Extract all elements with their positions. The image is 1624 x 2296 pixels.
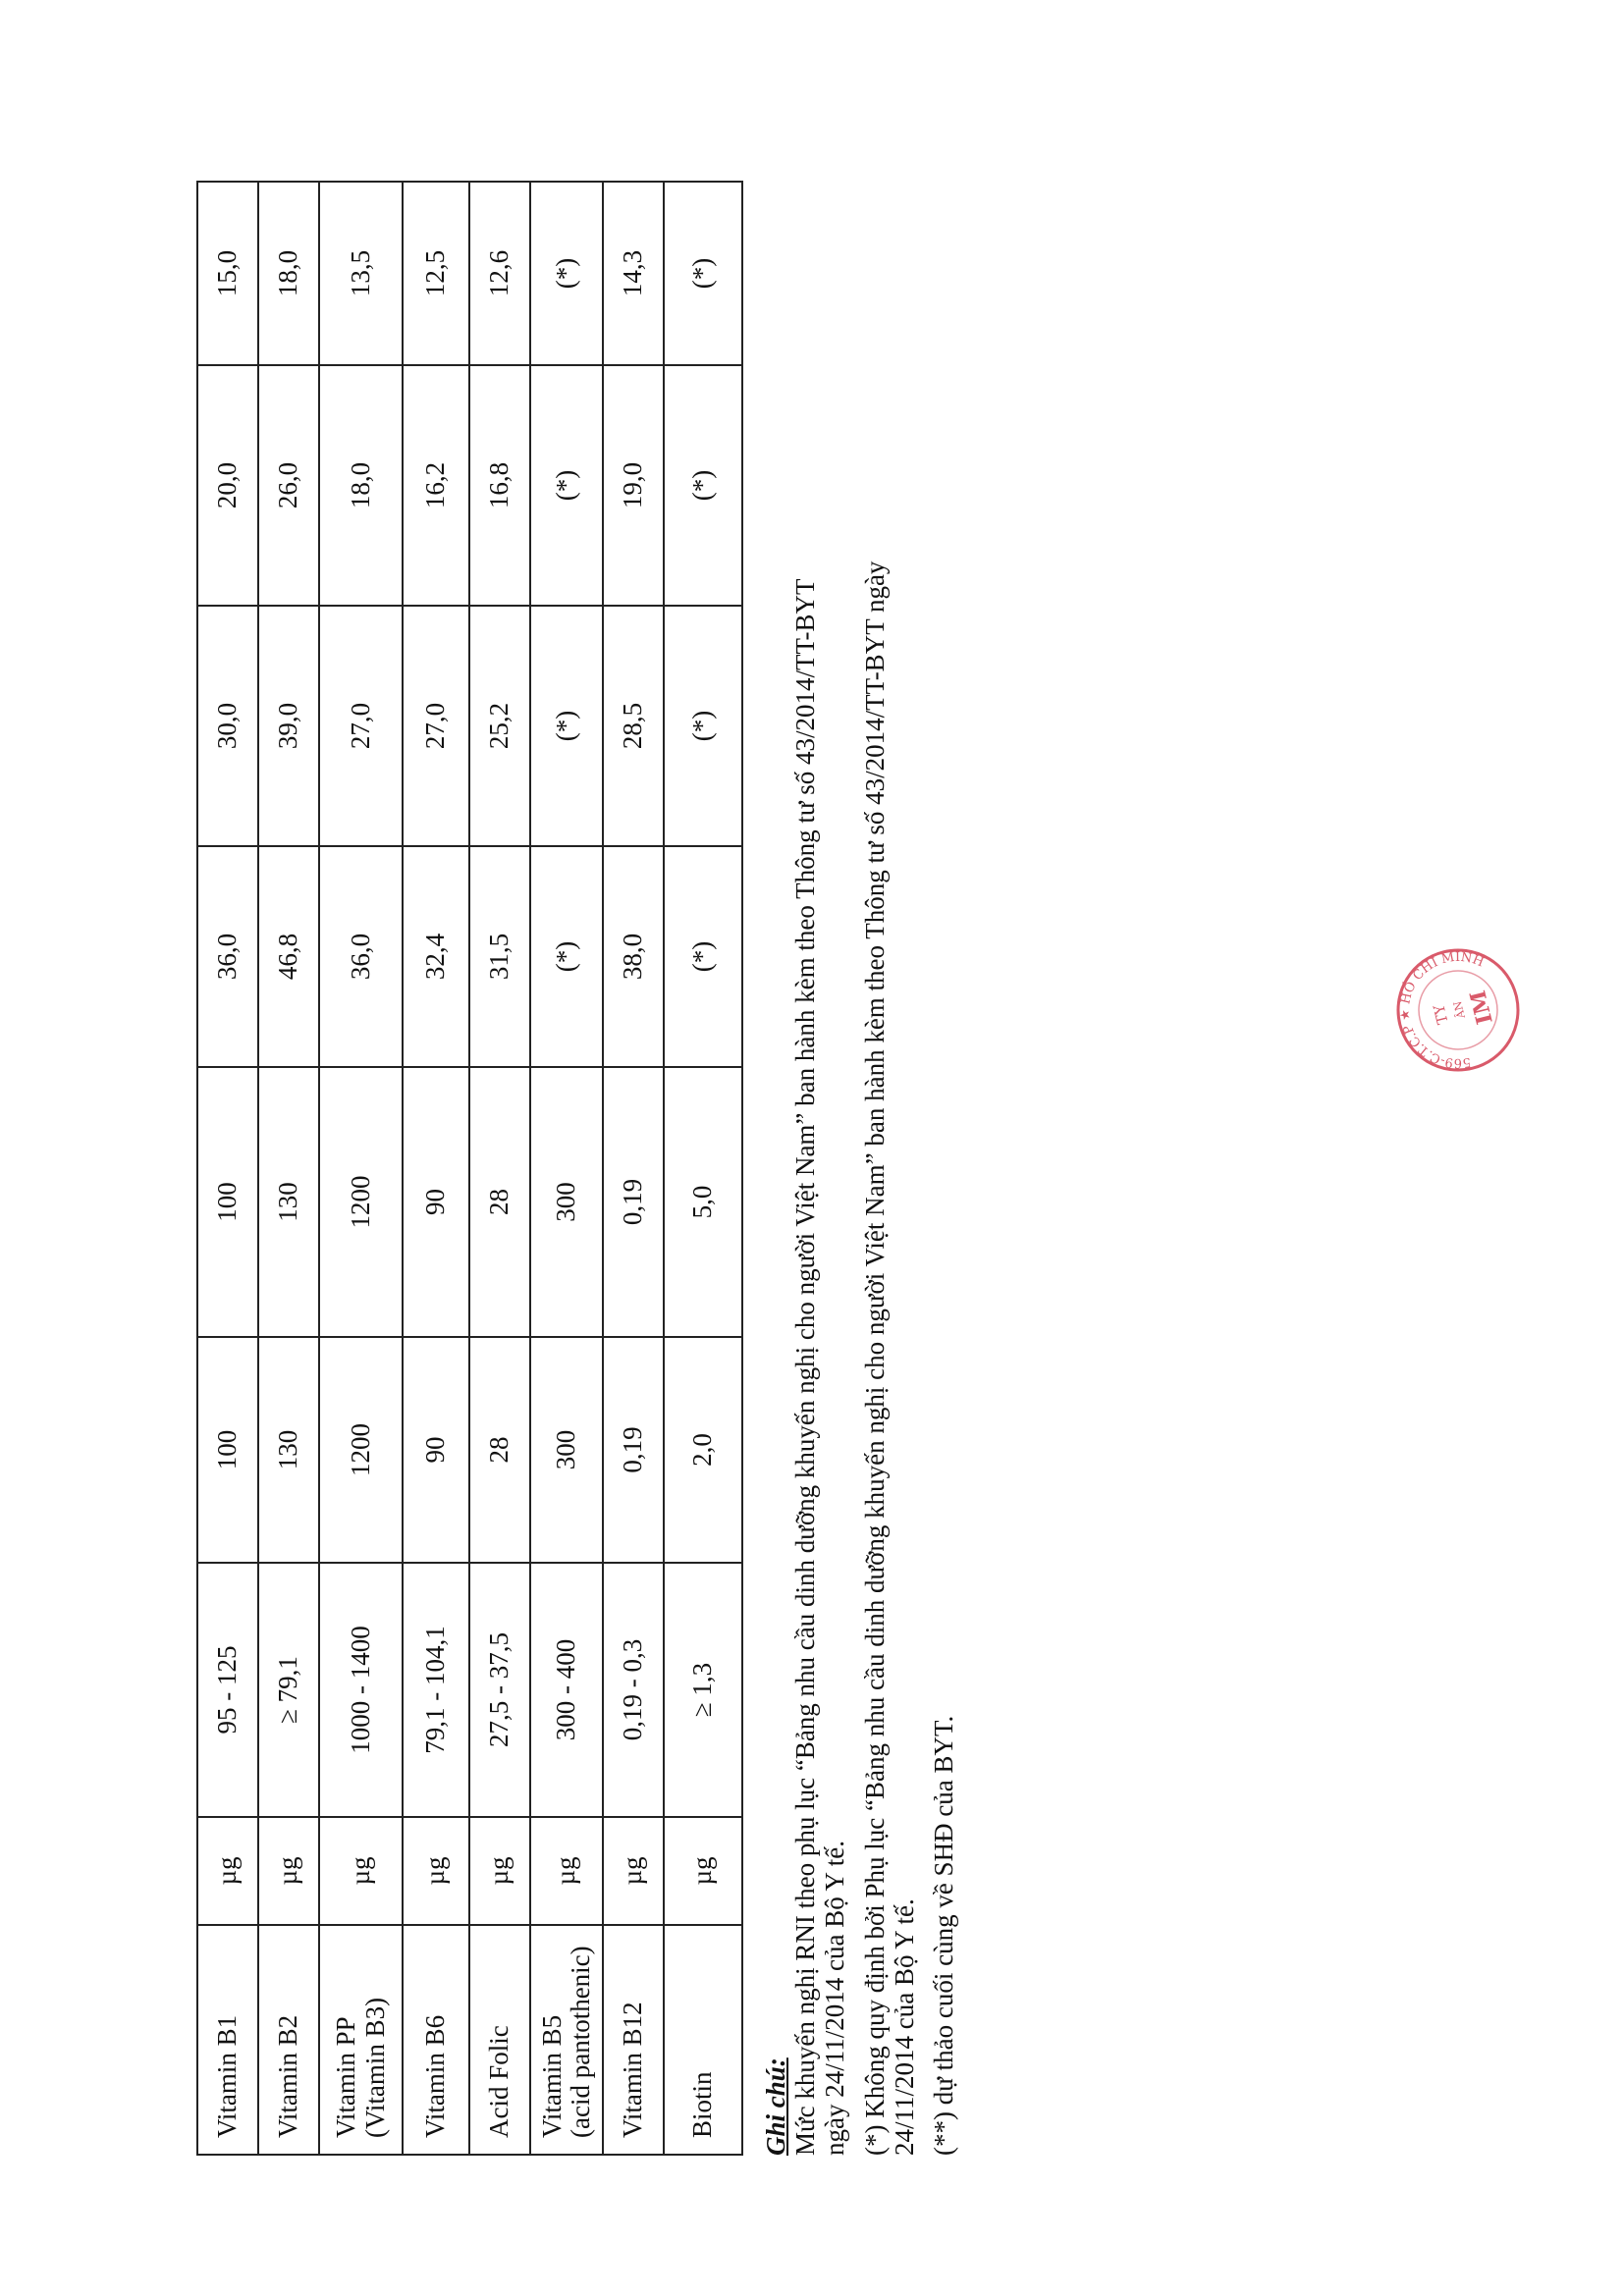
- table-row: [530, 182, 603, 2155]
- value-cell: 1200: [319, 1337, 403, 1563]
- nutrient-name: [319, 1925, 403, 2155]
- nutrient-table: [196, 181, 743, 2156]
- unit-cell: µg: [258, 1817, 319, 1925]
- nutrient-name: Vitamin B6: [403, 1925, 469, 2155]
- value-cell: 39,0: [258, 606, 319, 846]
- stamp-center-text2: ÂN: [1451, 999, 1468, 1020]
- value-cell: 12,6: [469, 182, 530, 365]
- value-cell: 12,5: [403, 182, 469, 365]
- value-cell: 300: [530, 1337, 603, 1563]
- value-cell: 2,0: [664, 1337, 742, 1563]
- unit-cell: µg: [197, 1817, 258, 1925]
- rni-range-cell: 79,1 - 104,1: [403, 1563, 469, 1817]
- value-cell: 16,8: [469, 365, 530, 606]
- unit-cell: µg: [530, 1817, 603, 1925]
- value-cell: 27,0: [403, 606, 469, 846]
- value-cell: (*): [664, 182, 742, 365]
- value-cell: (*): [530, 182, 603, 365]
- value-cell: 300: [530, 1067, 603, 1337]
- value-cell: 5,0: [664, 1067, 742, 1337]
- value-cell: 28,5: [603, 606, 664, 846]
- value-cell: (*): [664, 365, 742, 606]
- nutrient-name: Acid Folic: [469, 1925, 530, 2155]
- value-cell: 18,0: [319, 365, 403, 606]
- note-asterisk: (*) Không quy định bởi Phụ lục “Bảng nhu cầu dinh dưỡng khuyến nghị cho người Việt Nam” ban hành kèm theo Thông tư số 43/2014/TT-BYT ngày: [859, 561, 890, 2156]
- value-cell: 130: [258, 1067, 319, 1337]
- rni-range-cell: 0,19 - 0,3: [603, 1563, 664, 1817]
- nutrient-name: Biotin: [664, 1925, 742, 2155]
- value-cell: (*): [664, 606, 742, 846]
- table-row: [403, 182, 469, 2155]
- value-cell: 0,19: [603, 1337, 664, 1563]
- value-cell: 130: [258, 1337, 319, 1563]
- value-cell: 30,0: [197, 606, 258, 846]
- value-cell: 31,5: [469, 846, 530, 1067]
- notes-title: Ghi chú:: [761, 2057, 790, 2156]
- value-cell: 18,0: [258, 182, 319, 365]
- nutrient-name: Vitamin B2: [258, 1925, 319, 2155]
- value-cell: 16,2: [403, 365, 469, 606]
- value-cell: 28: [469, 1337, 530, 1563]
- value-cell: (*): [530, 365, 603, 606]
- footnotes: [761, 114, 958, 2156]
- rni-range-cell: 300 - 400: [530, 1563, 603, 1817]
- note-asterisk-date: 24/11/2014 của Bộ Y tế.: [889, 1898, 919, 2156]
- value-cell: 32,4: [403, 846, 469, 1067]
- nutrient-name-line2: (Vitamin B3): [359, 1997, 390, 2138]
- value-cell: 0,19: [603, 1067, 664, 1337]
- table-row: [664, 182, 742, 2155]
- nutrient-name-line2: (acid pantothenic): [566, 1946, 595, 2138]
- stamp-ring-text: 569-C.T.C.P ★ HỒ CHÍ MINH: [1397, 949, 1487, 1071]
- value-cell: 38,0: [603, 846, 664, 1067]
- value-cell: (*): [664, 846, 742, 1067]
- value-cell: 28: [469, 1067, 530, 1337]
- value-cell: 27,0: [319, 606, 403, 846]
- note-rni-date: ngày 24/11/2014 của Bộ Y tế.: [820, 1841, 850, 2156]
- value-cell: 46,8: [258, 846, 319, 1067]
- nutrient-name: [530, 1925, 603, 2155]
- unit-cell: µg: [664, 1817, 742, 1925]
- value-cell: (*): [530, 606, 603, 846]
- table-row: [603, 182, 664, 2155]
- rni-range-cell: ≥ 79,1: [258, 1563, 319, 1817]
- nutrient-name: Vitamin B1: [197, 1925, 258, 2155]
- value-cell: 14,3: [603, 182, 664, 365]
- value-cell: 20,0: [197, 365, 258, 606]
- nutrient-name-line1: Vitamin PP: [331, 2016, 361, 2138]
- value-cell: 36,0: [197, 846, 258, 1067]
- table-row: [197, 182, 258, 2155]
- rni-range-cell: 27,5 - 37,5: [469, 1563, 530, 1817]
- value-cell: (*): [530, 846, 603, 1067]
- value-cell: 1200: [319, 1067, 403, 1337]
- nutrient-name: Vitamin B12: [603, 1925, 664, 2155]
- value-cell: 13,5: [319, 182, 403, 365]
- value-cell: 90: [403, 1067, 469, 1337]
- nutrient-name-line1: Vitamin B5: [536, 2014, 567, 2138]
- value-cell: 15,0: [197, 182, 258, 365]
- value-cell: 90: [403, 1337, 469, 1563]
- table-row: [319, 182, 403, 2155]
- unit-cell: µg: [603, 1817, 664, 1925]
- value-cell: 26,0: [258, 365, 319, 606]
- value-cell: 25,2: [469, 606, 530, 846]
- rni-range-cell: 1000 - 1400: [319, 1563, 403, 1817]
- unit-cell: µg: [319, 1817, 403, 1925]
- value-cell: 100: [197, 1067, 258, 1337]
- table-row: [258, 182, 319, 2155]
- table-row: [469, 182, 530, 2155]
- note-rni: Mức khuyến nghị RNI theo phụ lục “Bảng nhu cầu dinh dưỡng khuyến nghị cho người Việt Nam” ban hành kèm theo Thông tư số 43/2014/TT-BYT: [790, 578, 821, 2156]
- rni-range-cell: 95 - 125: [197, 1563, 258, 1817]
- value-cell: 36,0: [319, 846, 403, 1067]
- stamp-center-text: TY: [1430, 1002, 1452, 1027]
- value-cell: 100: [197, 1337, 258, 1563]
- note-double-asterisk: (**) dự thảo cuối cùng về SHĐ của BYT.: [929, 1715, 959, 2156]
- stamp-center-text3: IM: [1465, 988, 1498, 1028]
- unit-cell: µg: [469, 1817, 530, 1925]
- value-cell: 19,0: [603, 365, 664, 606]
- company-seal-stamp: [1380, 933, 1536, 1088]
- unit-cell: µg: [403, 1817, 469, 1925]
- rni-range-cell: ≥ 1,3: [664, 1563, 742, 1817]
